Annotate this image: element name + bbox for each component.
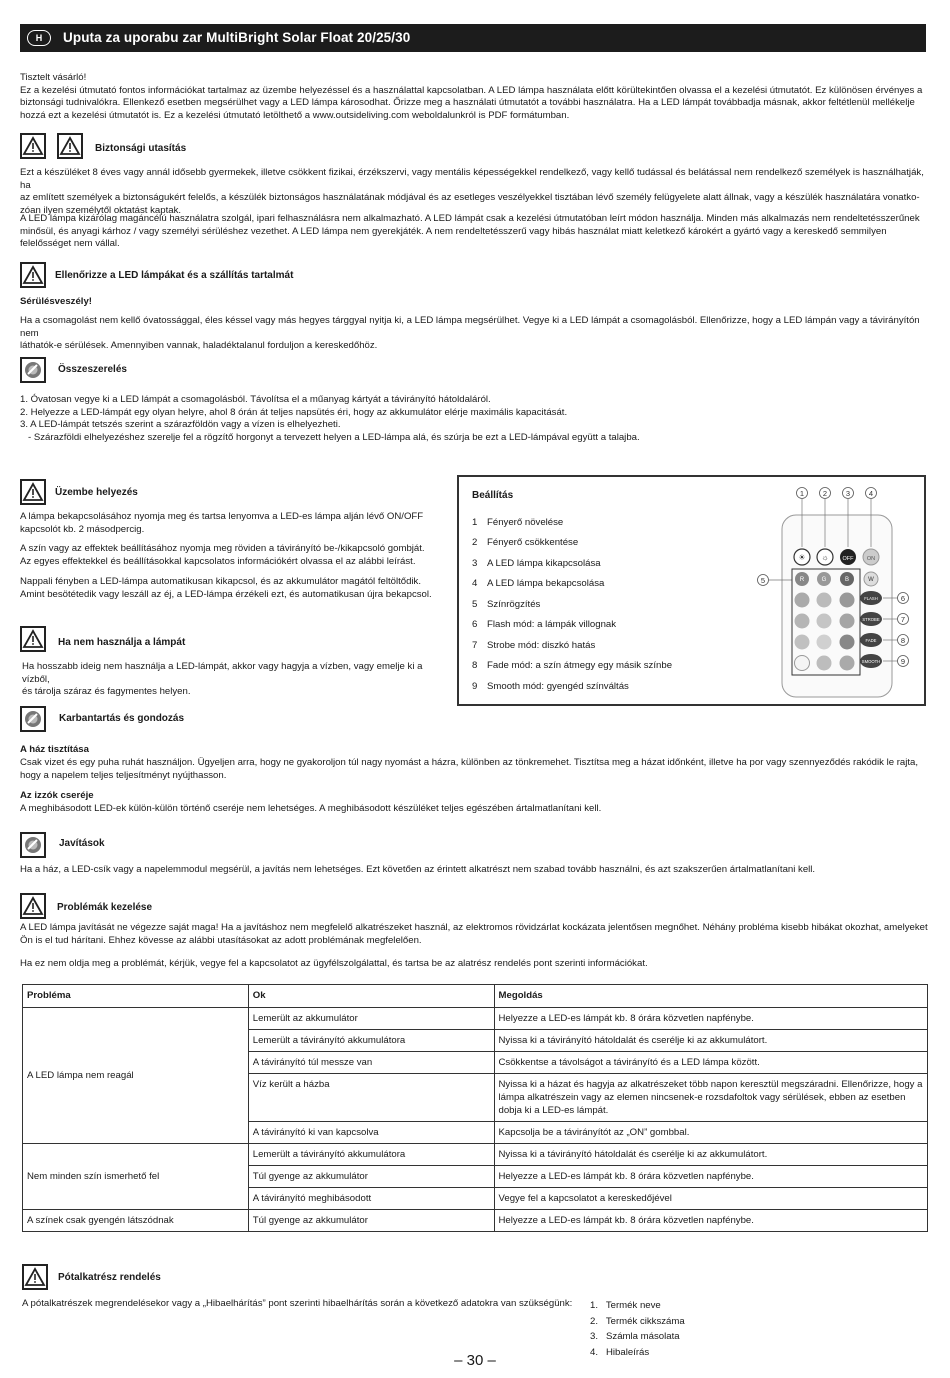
callout-label: 3 — [845, 489, 851, 498]
off-key: OFF — [842, 556, 854, 562]
item-label: A LED lámpa bekapcsolása — [487, 578, 605, 589]
problem-cell: Nem minden szín ismerhető fel — [23, 1144, 249, 1210]
cause-cell: Túl gyenge az akkumulátor — [248, 1166, 494, 1188]
solution-cell: Helyezze a LED-es lámpát kb. 8 órára közvetlen napfénybe. — [494, 1210, 928, 1232]
red-key: R — [799, 577, 805, 583]
item-label: Smooth mód: gyengéd színváltás — [487, 681, 629, 692]
item-number: 9 — [472, 681, 478, 692]
check-paragraph — [20, 315, 930, 353]
callout-label: 4 — [868, 489, 874, 498]
item-label: A LED lámpa kikapcsolása — [487, 558, 601, 569]
text-line: A LED lámpa kizárólag magáncélú használatra szolgál, ipari felhasználásra nem alkalmazható. A LED lámpát csak a kezelési útmutatóban leírt módon használja. Minden más alkalmazás nem rendeltetésszerűnek — [20, 213, 920, 224]
warning-icon — [20, 479, 46, 505]
text-line: A lámpa bekapcsolásához nyomja meg és tartsa lenyomva a LED-es lámpa alján lévő ON/OFF — [20, 511, 424, 522]
settings-item — [472, 660, 672, 671]
page-title: Uputa za uporabu zar MultiBright Solar Float 20/25/30 — [63, 30, 411, 45]
column-header: Probléma — [23, 985, 249, 1008]
item-label: Fade mód: a szín átmegy egy másik színbe — [487, 660, 673, 671]
text-line: A szín vagy az effektek beállításához nyomja meg röviden a távirányító be-/kikapcsoló gombját. — [20, 543, 425, 554]
table-row — [23, 1210, 928, 1232]
safety-paragraph-2 — [20, 213, 930, 251]
table-row — [23, 1144, 928, 1166]
text-line: Ha a csomagolást nem kellő óvatossággal, éles késsel vagy más hegyes tárggyal nyitja ki, a LED lámpa megsérülhet. Vegye ki a LED lámpát a csomagolásból. Ellenőrizze, hogy a LED lámpán vagy a távirányítón nem — [20, 315, 920, 339]
cause-cell: A távirányító meghibásodott — [248, 1188, 494, 1210]
repairs-paragraph: Ha a ház, a LED-csík vagy a napelemmodul megsérül, a javítás nem lehetséges. Ezt követően az érintett alkatrészt nem szabad tovább használni, és azt szakszerűen ártalmatlanítani kell. — [20, 864, 816, 875]
list-item: 1. Óvatosan vegye ki a LED lámpát a csomagolásból. Távolítsa el a műanyag kártyát a távirányító hátoldaláról. — [20, 394, 491, 405]
problem-cell: A színek csak gyengén látszódnak — [23, 1210, 249, 1232]
section-title-assembly: Összeszerelés — [58, 364, 127, 375]
text-line: Nappali fényben a LED-lámpa automatikusan kikapcsol, és az akkumulátor magától feltöltődik. — [20, 576, 422, 587]
solution-cell: Nyissa ki a távirányító hátoldalát és cserélje ki az akkumulátort. — [494, 1144, 928, 1166]
settings-item — [472, 558, 601, 569]
settings-item — [472, 517, 563, 528]
green-key: G — [821, 577, 827, 583]
spare-parts-paragraph: A pótalkatrészek megrendelésekor vagy a „Hibaelhárítás” pont szerinti hibaelhárítás során a következő adatokra van szükségünk: — [22, 1298, 573, 1309]
item-label: Színrögzítés — [487, 599, 541, 610]
text-line: kapcsolót kb. 2 másodpercig. — [20, 523, 145, 535]
text-line: Ön is el tud hárítani. Ehhez kövesse az alábbi utasításokat az adott problémának megfelelően. — [20, 934, 422, 946]
item-number: 4 — [472, 578, 478, 589]
callout-label: 2 — [822, 489, 828, 498]
blue-key: B — [844, 577, 850, 583]
text-line: Amint besötétedik vagy leszáll az éj, a LED-lámpa érzékeli ezt, és automatikusan újra bekapcsol. — [20, 588, 432, 600]
troubleshooting-table — [22, 984, 928, 1232]
text-line: felelősséget nem vállal. — [20, 238, 120, 249]
item-label: Strobe mód: diszkó hatás — [487, 640, 596, 651]
table-row — [23, 1008, 928, 1030]
text-line: láthatók-e sérülések. Amennyiben vannak, haladéktalanul forduljon a kereskedőhöz. — [20, 340, 378, 351]
section-title-repairs: Javítások — [59, 838, 105, 849]
callout-label: 8 — [900, 636, 906, 645]
fade-key: FADE — [865, 638, 877, 643]
smooth-key: SMOOTH — [861, 659, 881, 664]
solution-cell: Nyissa ki a távirányító hátoldalát és cserélje ki az akkumulátort. — [494, 1030, 928, 1052]
settings-item — [472, 640, 595, 651]
text-line: Csak vizet és egy puha ruhát használjon. Ügyeljen arra, hogy ne gyakoroljon túl nagy nyomást a házra, különben az tönkremehet. Tisztítsa meg a házat időnként, illetve ha por vagy szennyeződés rakódik le rajta, — [20, 757, 919, 768]
item-number: 7 — [472, 640, 478, 651]
problems-paragraph — [20, 922, 930, 947]
subheading-housing-cleaning: A ház tisztítása — [20, 744, 89, 755]
column-header: Megoldás — [494, 985, 928, 1008]
warning-icon — [20, 262, 46, 288]
settings-item — [472, 681, 629, 692]
list-item: 3. A LED-lámpát tetszés szerint a szárazföldön vagy a vízen is elhelyezheti. — [20, 419, 341, 430]
intro-line: Ez a kezelési útmutató fontos információkat tartalmaz az üzembe helyezéssel és a használattal kapcsolatban. A LED lámpa használata előtt körültekintően olvassa el a kezelési útmutatót. Ez különösen érvényes a — [20, 84, 923, 96]
cause-cell: Víz került a házba — [248, 1074, 494, 1122]
item-number: 8 — [472, 660, 478, 671]
settings-item — [472, 578, 604, 589]
item-number: 1 — [472, 517, 478, 528]
problems-note: Ha ez nem oldja meg a problémát, kérjük, vegye fel a kapcsolatot az ügyfélszolgálattal, és tartsa be az alatrész rendelés pont szerinti információkat. — [20, 958, 648, 969]
solution-cell: Helyezze a LED-es lámpát kb. 8 órára közvetlen napfénybe. — [494, 1166, 928, 1188]
text-line: az említett személyek a biztonságukért felelős, a készülék biztonságos használatának módjával és az esetleges veszélyekkel tisztában lévő személy felügyelete alatt állnak, vagy a készülék használatára vonatko- — [20, 192, 920, 203]
cause-cell: Lemerült a távirányító akkumulátora — [248, 1030, 494, 1052]
startup-paragraph-1 — [20, 511, 450, 536]
warning-icon — [20, 626, 46, 652]
text-line: Ezt a készüléket 8 éves vagy annál idősebb gyermekek, illetve csökkent fizikai, érzékszervi, vagy mentális képességekkel rendelkező, vagy kellő tudással és belátással nem rendelkező személyek is használhatják, ha — [20, 167, 924, 191]
solution-cell: Helyezze a LED-es lámpát kb. 8 órára közvetlen napfénybe. — [494, 1008, 928, 1030]
intro-line: hozzá ezt a kezelési útmutatót is. Ez a kezelési útmutató letölthető a www.outsideliving.com weboldalunkról is PDF formátumban. — [20, 109, 570, 121]
page-header — [20, 24, 926, 52]
startup-paragraph-3 — [20, 576, 450, 601]
cause-cell: A távirányító ki van kapcsolva — [248, 1122, 494, 1144]
intro-line: biztonsági tudnivalókra. Ellenkező esetben megsérülhet vagy a LED lámpa károsodhat. Őrizze meg a használati útmutatót a további használatra. Ha a LED lámpát továbbadja másnak, akkor feltétlenül mellékelje — [20, 97, 915, 108]
column-header: Ok — [248, 985, 494, 1008]
page-number: – 30 – — [454, 1352, 496, 1369]
text-line: hogy a napelem teljes teljesítményt nyújthasson. — [20, 769, 227, 781]
list-item: - Szárazföldi elhelyezéshez szerelje fel a rögzítő horgonyt a tervezett helyen a LED-lámpa alá, és szúrja be ezt a LED-lámpával együtt a talajba. — [20, 431, 640, 443]
solution-cell: Nyissa ki a házat és hagyja az alkatrészeket több napon keresztül megszáradni. Ellenőrizze, hogy a lámpa alkatrészein vagy az elemen nincsenek-e rozsdafoltok vagy sérülések, ebben az esetben dobja ki a LED-es lámpát. — [494, 1074, 928, 1122]
settings-item — [472, 619, 616, 630]
table-header-row — [23, 985, 928, 1008]
item-number: 5 — [472, 599, 478, 610]
cause-cell: Lemerült az akkumulátor — [248, 1008, 494, 1030]
on-key: ON — [866, 556, 876, 562]
white-key: W — [868, 577, 874, 583]
list-item: 2. Helyezze a LED-lámpát egy olyan helyre, ahol 8 órán át teljes napsütés éri, hogy az akkumulátor elérje maximális kapacitását. — [20, 406, 568, 418]
remote-control-illustration — [752, 485, 917, 700]
text-line: A LED lámpa javítását ne végezze saját maga! Ha a javításhoz nem megfelelő alkatrészeket használ, az elektromos rövidzárlat kockázata jelentősen megnőhet. Néhány probléma kisebb hibákat okozhat, amelyeket — [20, 922, 928, 933]
section-title-spare-parts: Pótalkatrész rendelés — [58, 1272, 161, 1283]
language-badge: H — [27, 30, 51, 46]
solution-cell: Kapcsolja be a távirányítót az „ON” gombbal. — [494, 1122, 928, 1144]
strobe-key: STROBE — [862, 617, 880, 622]
list-item: 1. Termék neve — [590, 1300, 661, 1311]
intro-block — [20, 72, 930, 122]
section-title-problems: Problémák kezelése — [57, 902, 153, 913]
settings-item — [472, 599, 540, 610]
section-title-safety: Biztonsági utasítás — [95, 143, 187, 154]
tool-icon — [20, 832, 46, 858]
callout-label: 5 — [760, 576, 766, 585]
danger-subtitle: Sérülésveszély! — [20, 296, 92, 307]
text-line: Az egyes effektekkel és beállításokkal kapcsolatos információkért olvassa el az alábbi leírást. — [20, 555, 416, 567]
text-line: Ha hosszabb ideig nem használja a LED-lámpát, akkor vagy hagyja a vízben, vagy emelje ki a vízből, — [22, 661, 423, 685]
warning-icon — [22, 1264, 48, 1290]
section-title-startup: Üzembe helyezés — [55, 487, 138, 498]
cause-cell: Túl gyenge az akkumulátor — [248, 1210, 494, 1232]
solution-cell: Csökkentse a távolságot a távirányító és a LED lámpa között. — [494, 1052, 928, 1074]
list-item: 2. Termék cikkszáma — [590, 1315, 685, 1327]
list-item: 4. Hibaleírás — [590, 1346, 650, 1358]
text-line: zóan ilyen személytől oktatást kaptak. — [20, 204, 182, 216]
callout-label: 9 — [900, 657, 906, 666]
item-number: 3 — [472, 558, 478, 569]
cause-cell: Lemerült a távirányító akkumulátora — [248, 1144, 494, 1166]
item-number: 6 — [472, 619, 478, 630]
not-in-use-paragraph — [22, 661, 452, 699]
startup-paragraph-2 — [20, 543, 450, 568]
section-title-not-in-use: Ha nem használja a lámpát — [58, 637, 186, 648]
flash-key: FLASH — [864, 596, 878, 601]
spare-parts-list — [590, 1298, 685, 1360]
section-title-check: Ellenőrizze a LED lámpákat és a szállítás tartalmát — [55, 270, 294, 281]
settings-title: Beállítás — [472, 490, 514, 501]
item-label: Fényerő növelése — [487, 517, 564, 528]
cause-cell: A távirányító túl messze van — [248, 1052, 494, 1074]
solution-cell: Vegye fel a kapcsolatot a kereskedőjével — [494, 1188, 928, 1210]
safety-paragraph-1 — [20, 167, 930, 217]
list-item: 3. Számla másolata — [590, 1331, 680, 1342]
subheading-bulb-replacement: Az izzók cseréje — [20, 790, 94, 801]
problem-cell: A LED lámpa nem reagál — [23, 1008, 249, 1144]
settings-item — [472, 537, 578, 548]
brightness-down-key: ☼ — [821, 553, 829, 562]
text-line: és tárolja száraz és fagymentes helyen. — [22, 686, 191, 697]
warning-icon — [20, 893, 46, 919]
section-title-maintenance: Karbantartás és gondozás — [59, 713, 185, 724]
item-label: Fényerő csökkentése — [487, 537, 579, 548]
warning-icon — [57, 133, 83, 159]
item-number: 2 — [472, 537, 478, 548]
housing-cleaning-paragraph — [20, 757, 930, 782]
tool-icon — [20, 706, 46, 732]
brightness-up-key: ☀ — [798, 553, 806, 562]
text-line: minősül, és anyagi kárhoz / vagy személyi sérüléshez vezethet. A LED lámpa nem gyerekjáték. A nem rendeltetésszerű vagy hibás használat miatt keletkező károkért a gyártó vagy a kereskedő semmilyen — [20, 225, 887, 237]
callout-label: 1 — [799, 489, 805, 498]
tool-icon — [20, 357, 46, 383]
callout-label: 7 — [900, 615, 906, 624]
intro-greeting: Tisztelt vásárló! — [20, 72, 87, 83]
warning-icon — [20, 133, 46, 159]
callout-label: 6 — [900, 594, 906, 603]
item-label: Flash mód: a lámpák villognak — [487, 619, 617, 630]
assembly-steps — [20, 394, 930, 444]
bulb-replacement-paragraph: A meghibásodott LED-ek külön-külön történő cseréje nem lehetséges. A meghibásodott készüléket teljes egészében ártalmatlanítani kell. — [20, 803, 602, 814]
